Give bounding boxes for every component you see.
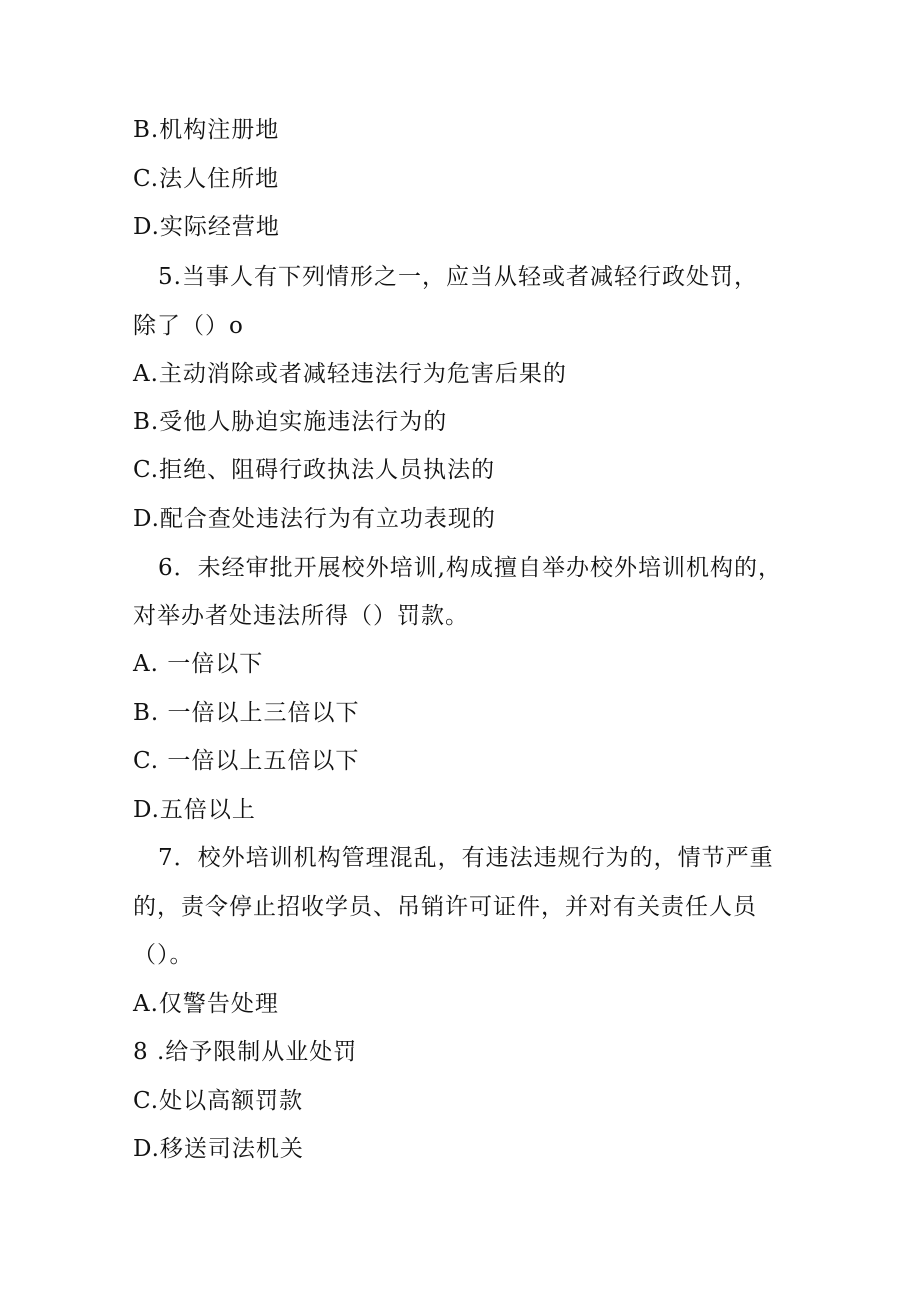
question-5-line-1: 5.当事人有下列情形之一，应当从轻或者减轻行政处罚，: [158, 264, 758, 290]
question-7-line-2: 的，责令停止招收学员、吊销许可证件，并对有关责任人员: [133, 894, 757, 920]
question-5-line-2: 除了（）o: [133, 313, 244, 339]
option-c-q5: C.拒绝、阻碍行政执法人员执法的: [133, 457, 496, 483]
option-c-q7: C.处以高额罚款: [133, 1088, 304, 1114]
question-7-line-3: （）。: [133, 942, 194, 968]
option-8-q7: 8 .给予限制从业处罚: [133, 1039, 358, 1065]
option-c-q4: C.法人住所地: [133, 166, 280, 192]
question-6-line-1: 6．未经审批开展校外培训,构成擅自举办校外培训机构的，: [158, 555, 782, 581]
option-b-q5: B.受他人胁迫实施违法行为的: [133, 409, 448, 435]
question-6-line-2: 对举办者处违法所得（）罚款。: [133, 603, 469, 629]
option-d-q7: D.移送司法机关: [133, 1136, 304, 1162]
option-c-q6: C. 一倍以上五倍以下: [133, 748, 360, 774]
option-d-q4: D.实际经营地: [133, 214, 280, 240]
option-b-q6: B. 一倍以上三倍以下: [133, 700, 360, 726]
option-d-q5: D.配合查处违法行为有立功表现的: [133, 506, 496, 532]
option-a-q6: A. 一倍以下: [133, 651, 264, 677]
question-7-line-1: 7．校外培训机构管理混乱，有违法违规行为的，情节严重: [158, 845, 774, 871]
option-a-q7: A.仅警告处理: [133, 991, 279, 1017]
option-d-q6: D.五倍以上: [133, 797, 256, 823]
option-a-q5: A.主动消除或者减轻违法行为危害后果的: [133, 361, 567, 387]
option-b-q4: B.机构注册地: [133, 117, 280, 143]
